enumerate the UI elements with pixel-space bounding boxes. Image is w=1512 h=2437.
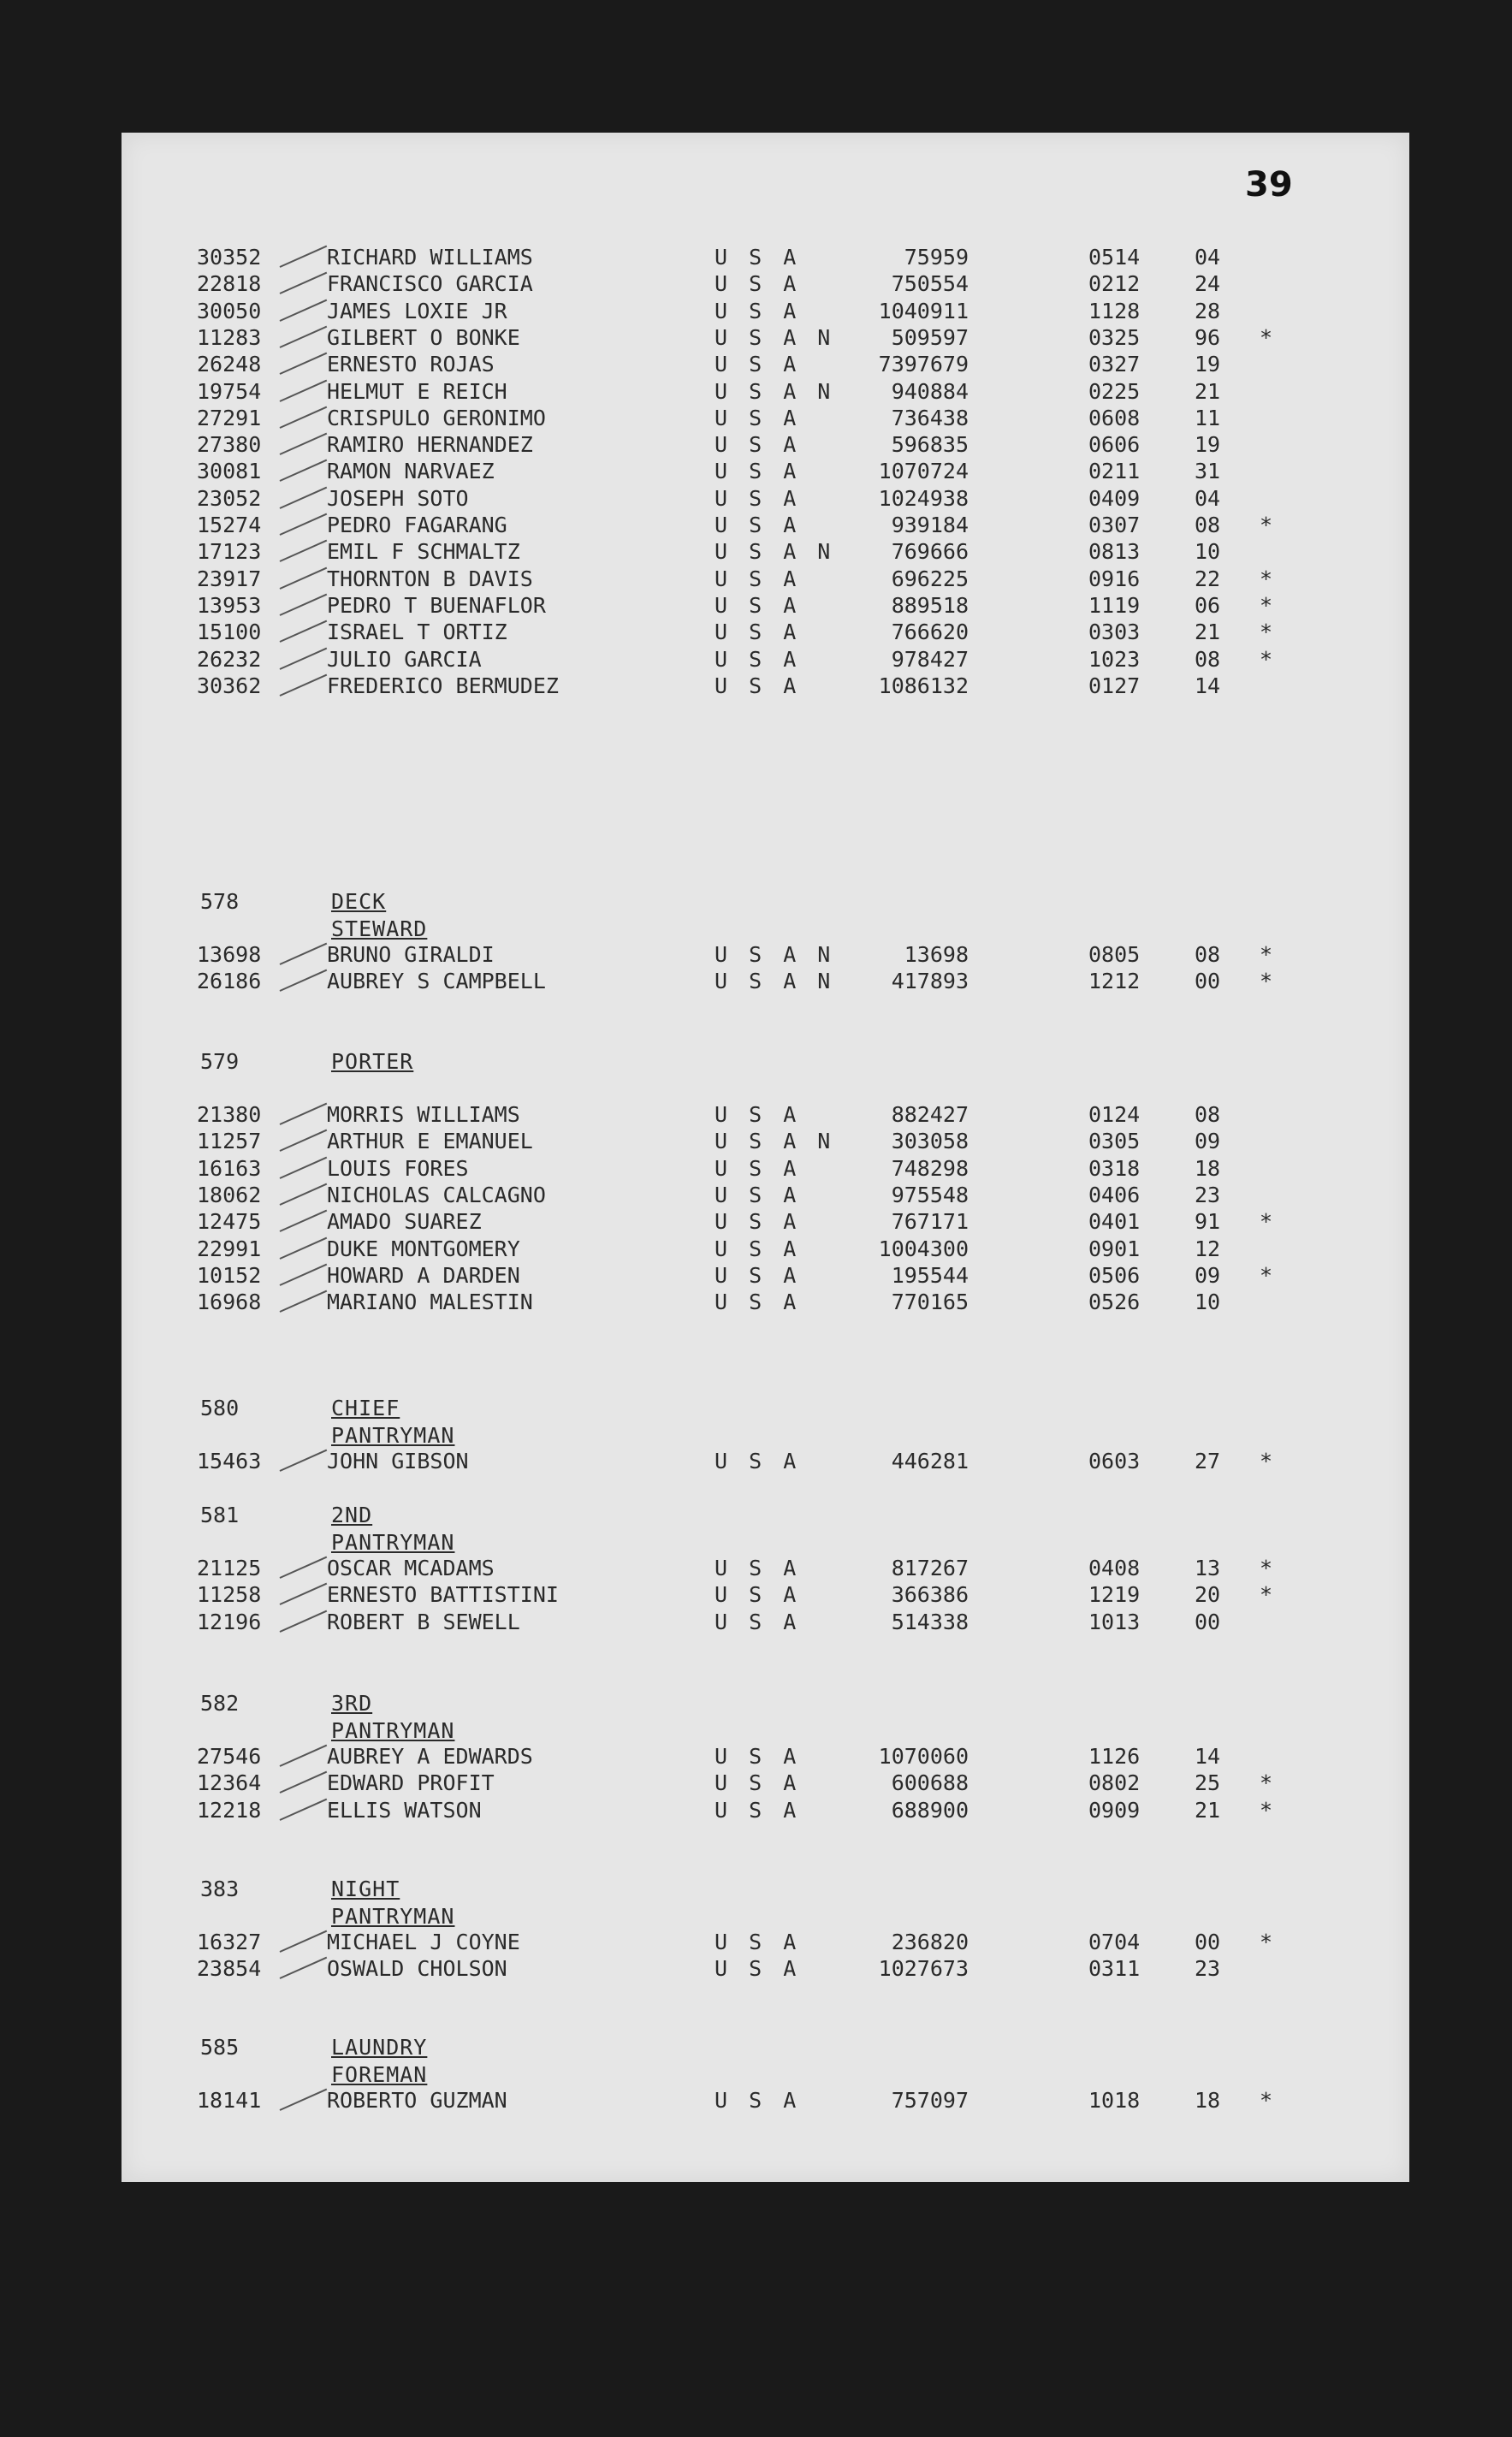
serial-number: 11283 <box>197 324 262 350</box>
date-code: 1013 <box>1088 1609 1141 1634</box>
table-row <box>122 1262 1409 1289</box>
age-value: 00 <box>1195 1609 1221 1634</box>
table-row <box>122 1101 1409 1128</box>
age-value: 00 <box>1195 969 1221 994</box>
document-number: 889518 <box>891 592 969 618</box>
document-number: 975548 <box>891 1182 969 1207</box>
table-row <box>122 378 1409 405</box>
age-value: 25 <box>1195 1770 1221 1796</box>
serial-number: 18062 <box>197 1182 262 1207</box>
citizenship: U S A <box>714 1770 801 1796</box>
citizenship: U S A <box>714 271 801 297</box>
date-code: 0805 <box>1088 942 1141 967</box>
date-code: 0901 <box>1088 1236 1141 1261</box>
citizenship: U S A N <box>714 539 835 565</box>
document-number: 366386 <box>891 1582 969 1608</box>
crew-name: ERNESTO ROJAS <box>327 352 495 377</box>
age-value: 23 <box>1195 1182 1221 1207</box>
table-row <box>122 298 1409 324</box>
document-number: 817267 <box>891 1556 969 1580</box>
age-value: 00 <box>1195 1930 1221 1954</box>
crew-name: JULIO GARCIA <box>327 646 482 672</box>
citizenship: U S A <box>714 485 801 511</box>
age-value: 09 <box>1195 1129 1221 1154</box>
document-number: 303058 <box>891 1129 969 1154</box>
citizenship: U S A <box>714 513 801 537</box>
serial-number: 15274 <box>197 513 262 537</box>
crew-name: JOSEPH SOTO <box>327 485 469 511</box>
crew-name: ARTHUR E EMANUEL <box>327 1129 533 1154</box>
table-row <box>122 512 1409 538</box>
date-code: 0325 <box>1088 324 1141 350</box>
serial-number: 30352 <box>197 245 262 270</box>
crew-name: FREDERICO BERMUDEZ <box>327 673 559 698</box>
section-title: NIGHT PANTRYMAN <box>331 1877 455 1929</box>
asterisk-mark: * <box>1260 1582 1273 1608</box>
document-number: 750554 <box>891 271 969 297</box>
crew-name: EMIL F SCHMALTZ <box>327 539 520 565</box>
serial-number: 12218 <box>197 1797 262 1823</box>
document-number: 939184 <box>891 513 969 537</box>
date-code: 0212 <box>1088 271 1141 297</box>
asterisk-mark: * <box>1260 513 1273 537</box>
citizenship: U S A <box>714 1290 801 1315</box>
asterisk-mark: * <box>1260 1262 1273 1288</box>
citizenship: U S A <box>714 1582 801 1608</box>
document-number: 13698 <box>904 942 969 967</box>
date-code: 0608 <box>1088 405 1141 430</box>
table-row <box>122 1128 1409 1154</box>
asterisk-mark: * <box>1260 1449 1273 1473</box>
table-row <box>122 1155 1409 1182</box>
citizenship: U S A <box>714 1155 801 1181</box>
serial-number: 21380 <box>197 1102 262 1127</box>
document-number: 940884 <box>891 378 969 404</box>
serial-number: 12475 <box>197 1209 262 1235</box>
serial-number: 16968 <box>197 1290 262 1315</box>
age-value: 24 <box>1195 271 1221 297</box>
date-code: 1212 <box>1088 969 1141 994</box>
age-value: 19 <box>1195 352 1221 377</box>
citizenship: U S A <box>714 1236 801 1261</box>
table-row <box>122 405 1409 431</box>
citizenship: U S A <box>714 1609 801 1634</box>
asterisk-mark: * <box>1260 324 1273 350</box>
document-number: 882427 <box>891 1102 969 1127</box>
serial-number: 11258 <box>197 1582 262 1608</box>
table-row <box>122 2087 1409 2114</box>
asterisk-mark: * <box>1260 1209 1273 1235</box>
serial-number: 22991 <box>197 1236 262 1261</box>
crew-name: AUBREY S CAMPBELL <box>327 969 546 994</box>
section-title: CHIEF PANTRYMAN <box>331 1396 455 1448</box>
table-row <box>122 431 1409 458</box>
citizenship: U S A <box>714 1262 801 1288</box>
table-row <box>122 592 1409 619</box>
table-row <box>122 1555 1409 1581</box>
date-code: 0318 <box>1088 1155 1141 1181</box>
document-number: 696225 <box>891 566 969 591</box>
date-code: 1128 <box>1088 298 1141 323</box>
document-number: 596835 <box>891 432 969 458</box>
date-code: 0704 <box>1088 1930 1141 1954</box>
date-code: 0813 <box>1088 539 1141 565</box>
date-code: 0401 <box>1088 1209 1141 1235</box>
crew-name: THORNTON B DAVIS <box>327 566 533 591</box>
serial-number: 19754 <box>197 378 262 404</box>
crew-name: BRUNO GIRALDI <box>327 942 495 967</box>
date-code: 1018 <box>1088 2088 1141 2113</box>
section-title: 2ND PANTRYMAN <box>331 1503 455 1555</box>
table-row <box>122 538 1409 565</box>
citizenship: U S A <box>714 1744 801 1769</box>
serial-number: 12364 <box>197 1770 262 1796</box>
date-code: 0506 <box>1088 1262 1141 1288</box>
serial-number: 23854 <box>197 1956 262 1982</box>
section-number: 578 <box>200 889 240 914</box>
citizenship: U S A N <box>714 1129 835 1154</box>
date-code: 1119 <box>1088 592 1141 618</box>
age-value: 12 <box>1195 1236 1221 1261</box>
age-value: 21 <box>1195 378 1221 404</box>
citizenship: U S A <box>714 620 801 645</box>
serial-number: 16327 <box>197 1930 262 1954</box>
section-title: DECK STEWARD <box>331 889 428 941</box>
table-row <box>122 566 1409 592</box>
serial-number: 30362 <box>197 673 262 698</box>
citizenship: U S A <box>714 1797 801 1823</box>
crew-name: MARIANO MALESTIN <box>327 1290 533 1315</box>
age-value: 31 <box>1195 459 1221 484</box>
section-title: LAUNDRY FOREMAN <box>331 2035 428 2087</box>
age-value: 28 <box>1195 298 1221 323</box>
crew-name: LOUIS FORES <box>327 1155 469 1181</box>
crew-name: OSCAR MCADAMS <box>327 1556 495 1580</box>
serial-number: 26232 <box>197 646 262 672</box>
serial-number: 15100 <box>197 620 262 645</box>
table-row <box>122 1289 1409 1315</box>
citizenship: U S A <box>714 1930 801 1954</box>
date-code: 0307 <box>1088 513 1141 537</box>
serial-number: 23917 <box>197 566 262 591</box>
crew-name: HELMUT E REICH <box>327 378 507 404</box>
asterisk-mark: * <box>1260 969 1273 994</box>
crew-name: NICHOLAS CALCAGNO <box>327 1182 546 1207</box>
document-number: 688900 <box>891 1797 969 1823</box>
age-value: 09 <box>1195 1262 1221 1288</box>
age-value: 04 <box>1195 245 1221 270</box>
serial-number: 21125 <box>197 1556 262 1580</box>
date-code: 1126 <box>1088 1744 1141 1769</box>
serial-number: 11257 <box>197 1129 262 1154</box>
date-code: 0526 <box>1088 1290 1141 1315</box>
serial-number: 18141 <box>197 2088 262 2113</box>
section-number: 580 <box>200 1396 240 1420</box>
table-row <box>122 1236 1409 1262</box>
document-number: 195544 <box>891 1262 969 1288</box>
citizenship: U S A <box>714 592 801 618</box>
crew-name: ISRAEL T ORTIZ <box>327 620 507 645</box>
date-code: 0211 <box>1088 459 1141 484</box>
serial-number: 27380 <box>197 432 262 458</box>
crew-name: HOWARD A DARDEN <box>327 1262 520 1288</box>
crew-name: PEDRO T BUENAFLOR <box>327 592 546 618</box>
serial-number: 30050 <box>197 298 262 323</box>
crew-name: DUKE MONTGOMERY <box>327 1236 520 1261</box>
age-value: 13 <box>1195 1556 1221 1580</box>
section-title: PORTER <box>331 1049 414 1074</box>
crew-name: JOHN GIBSON <box>327 1449 469 1473</box>
citizenship: U S A N <box>714 969 835 994</box>
date-code: 0406 <box>1088 1182 1141 1207</box>
document-number: 757097 <box>891 2088 969 2113</box>
table-row <box>122 1448 1409 1474</box>
table-row <box>122 351 1409 377</box>
document-number: 736438 <box>891 405 969 430</box>
document-number: 1086132 <box>878 673 969 698</box>
crew-name: JAMES LOXIE JR <box>327 298 507 323</box>
age-value: 23 <box>1195 1956 1221 1982</box>
age-value: 22 <box>1195 566 1221 591</box>
age-value: 91 <box>1195 1209 1221 1235</box>
asterisk-mark: * <box>1260 2088 1273 2113</box>
document-number: 7397679 <box>878 352 969 377</box>
crew-name: ROBERT B SEWELL <box>327 1609 520 1634</box>
table-row <box>122 1609 1409 1635</box>
document-number: 1024938 <box>878 485 969 511</box>
section-number: 585 <box>200 2035 240 2060</box>
section-number: 582 <box>200 1691 240 1716</box>
table-row <box>122 324 1409 351</box>
document-number: 446281 <box>891 1449 969 1473</box>
table-row <box>122 619 1409 645</box>
document-number: 1027673 <box>878 1956 969 1982</box>
table-row <box>122 1581 1409 1608</box>
crew-name: MORRIS WILLIAMS <box>327 1102 520 1127</box>
section-number: 581 <box>200 1503 240 1527</box>
age-value: 27 <box>1195 1449 1221 1473</box>
age-value: 10 <box>1195 1290 1221 1315</box>
table-row <box>122 1182 1409 1208</box>
date-code: 0303 <box>1088 620 1141 645</box>
age-value: 06 <box>1195 592 1221 618</box>
citizenship: U S A N <box>714 324 835 350</box>
serial-number: 13698 <box>197 942 262 967</box>
crew-name: EDWARD PROFIT <box>327 1770 495 1796</box>
table-row <box>122 1770 1409 1796</box>
table-row <box>122 485 1409 512</box>
serial-number: 10152 <box>197 1262 262 1288</box>
crew-name: GILBERT O BONKE <box>327 324 520 350</box>
citizenship: U S A <box>714 352 801 377</box>
table-row <box>122 1955 1409 1982</box>
age-value: 18 <box>1195 2088 1221 2113</box>
serial-number: 27546 <box>197 1744 262 1769</box>
table-row <box>122 673 1409 699</box>
crew-name: RAMON NARVAEZ <box>327 459 495 484</box>
crew-name: AMADO SUAREZ <box>327 1209 482 1235</box>
document-number: 514338 <box>891 1609 969 1634</box>
crew-name: ROBERTO GUZMAN <box>327 2088 507 2113</box>
citizenship: U S A <box>714 2088 801 2113</box>
document-number: 1070724 <box>878 459 969 484</box>
asterisk-mark: * <box>1260 646 1273 672</box>
serial-number: 16163 <box>197 1155 262 1181</box>
age-value: 11 <box>1195 405 1221 430</box>
date-code: 0225 <box>1088 378 1141 404</box>
document-number: 766620 <box>891 620 969 645</box>
date-code: 0909 <box>1088 1797 1141 1823</box>
table-row <box>122 1929 1409 1955</box>
crew-name: FRANCISCO GARCIA <box>327 271 533 297</box>
date-code: 0514 <box>1088 245 1141 270</box>
asterisk-mark: * <box>1260 1556 1273 1580</box>
document-number: 748298 <box>891 1155 969 1181</box>
serial-number: 17123 <box>197 539 262 565</box>
serial-number: 30081 <box>197 459 262 484</box>
citizenship: U S A <box>714 1956 801 1982</box>
crew-name: RICHARD WILLIAMS <box>327 245 533 270</box>
document-number: 770165 <box>891 1290 969 1315</box>
crew-name: CRISPULO GERONIMO <box>327 405 546 430</box>
asterisk-mark: * <box>1260 1930 1273 1954</box>
table-row <box>122 646 1409 673</box>
document-number: 1004300 <box>878 1236 969 1261</box>
table-row <box>122 244 1409 270</box>
serial-number: 26248 <box>197 352 262 377</box>
asterisk-mark: * <box>1260 592 1273 618</box>
table-row <box>122 1797 1409 1823</box>
section-title: 3RD PANTRYMAN <box>331 1691 455 1743</box>
age-value: 18 <box>1195 1155 1221 1181</box>
crew-name: RAMIRO HERNANDEZ <box>327 432 533 458</box>
citizenship: U S A <box>714 1556 801 1580</box>
document-number: 767171 <box>891 1209 969 1235</box>
citizenship: U S A <box>714 1209 801 1235</box>
table-row <box>122 968 1409 994</box>
age-value: 21 <box>1195 620 1221 645</box>
asterisk-mark: * <box>1260 620 1273 645</box>
serial-number: 23052 <box>197 485 262 511</box>
age-value: 08 <box>1195 1102 1221 1127</box>
table-row <box>122 941 1409 968</box>
citizenship: U S A <box>714 459 801 484</box>
document-number: 769666 <box>891 539 969 565</box>
citizenship: U S A <box>714 298 801 323</box>
asterisk-mark: * <box>1260 566 1273 591</box>
date-code: 0124 <box>1088 1102 1141 1127</box>
asterisk-mark: * <box>1260 1797 1273 1823</box>
asterisk-mark: * <box>1260 1770 1273 1796</box>
serial-number: 12196 <box>197 1609 262 1634</box>
age-value: 21 <box>1195 1797 1221 1823</box>
serial-number: 22818 <box>197 271 262 297</box>
age-value: 14 <box>1195 673 1221 698</box>
document-number: 600688 <box>891 1770 969 1796</box>
asterisk-mark: * <box>1260 942 1273 967</box>
table-row <box>122 1743 1409 1770</box>
citizenship: U S A <box>714 405 801 430</box>
document-number: 75959 <box>904 245 969 270</box>
serial-number: 27291 <box>197 405 262 430</box>
date-code: 0409 <box>1088 485 1141 511</box>
age-value: 19 <box>1195 432 1221 458</box>
age-value: 20 <box>1195 1582 1221 1608</box>
serial-number: 26186 <box>197 969 262 994</box>
date-code: 0916 <box>1088 566 1141 591</box>
date-code: 0603 <box>1088 1449 1141 1473</box>
date-code: 0802 <box>1088 1770 1141 1796</box>
age-value: 04 <box>1195 485 1221 511</box>
document-page <box>122 133 1409 2182</box>
document-number: 978427 <box>891 646 969 672</box>
crew-name: AUBREY A EDWARDS <box>327 1744 533 1769</box>
citizenship: U S A <box>714 673 801 698</box>
citizenship: U S A <box>714 432 801 458</box>
document-number: 1070060 <box>878 1744 969 1769</box>
citizenship: U S A <box>714 1102 801 1127</box>
document-number: 509597 <box>891 324 969 350</box>
document-number: 417893 <box>891 969 969 994</box>
serial-number: 13953 <box>197 592 262 618</box>
citizenship: U S A <box>714 1449 801 1473</box>
date-code: 0311 <box>1088 1956 1141 1982</box>
age-value: 08 <box>1195 942 1221 967</box>
date-code: 1023 <box>1088 646 1141 672</box>
crew-name: PEDRO FAGARANG <box>327 513 507 537</box>
age-value: 96 <box>1195 324 1221 350</box>
date-code: 0408 <box>1088 1556 1141 1580</box>
age-value: 08 <box>1195 646 1221 672</box>
age-value: 14 <box>1195 1744 1221 1769</box>
section-number: 383 <box>200 1877 240 1901</box>
crew-name: MICHAEL J COYNE <box>327 1930 520 1954</box>
citizenship: U S A <box>714 646 801 672</box>
date-code: 0606 <box>1088 432 1141 458</box>
crew-name: OSWALD CHOLSON <box>327 1956 507 1982</box>
citizenship: U S A N <box>714 378 835 404</box>
date-code: 0327 <box>1088 352 1141 377</box>
date-code: 0127 <box>1088 673 1141 698</box>
crew-name: ERNESTO BATTISTINI <box>327 1582 559 1608</box>
table-row <box>122 1208 1409 1235</box>
document-number: 1040911 <box>878 298 969 323</box>
crew-name: ELLIS WATSON <box>327 1797 482 1823</box>
age-value: 10 <box>1195 539 1221 565</box>
date-code: 0305 <box>1088 1129 1141 1154</box>
citizenship: U S A <box>714 1182 801 1207</box>
citizenship: U S A <box>714 566 801 591</box>
section-number: 579 <box>200 1049 240 1074</box>
serial-number: 15463 <box>197 1449 262 1473</box>
citizenship: U S A <box>714 245 801 270</box>
page-number: 39 <box>1245 165 1293 205</box>
citizenship: U S A N <box>714 942 835 967</box>
date-code: 1219 <box>1088 1582 1141 1608</box>
table-row <box>122 458 1409 484</box>
age-value: 08 <box>1195 513 1221 537</box>
table-row <box>122 270 1409 297</box>
document-number: 236820 <box>891 1930 969 1954</box>
